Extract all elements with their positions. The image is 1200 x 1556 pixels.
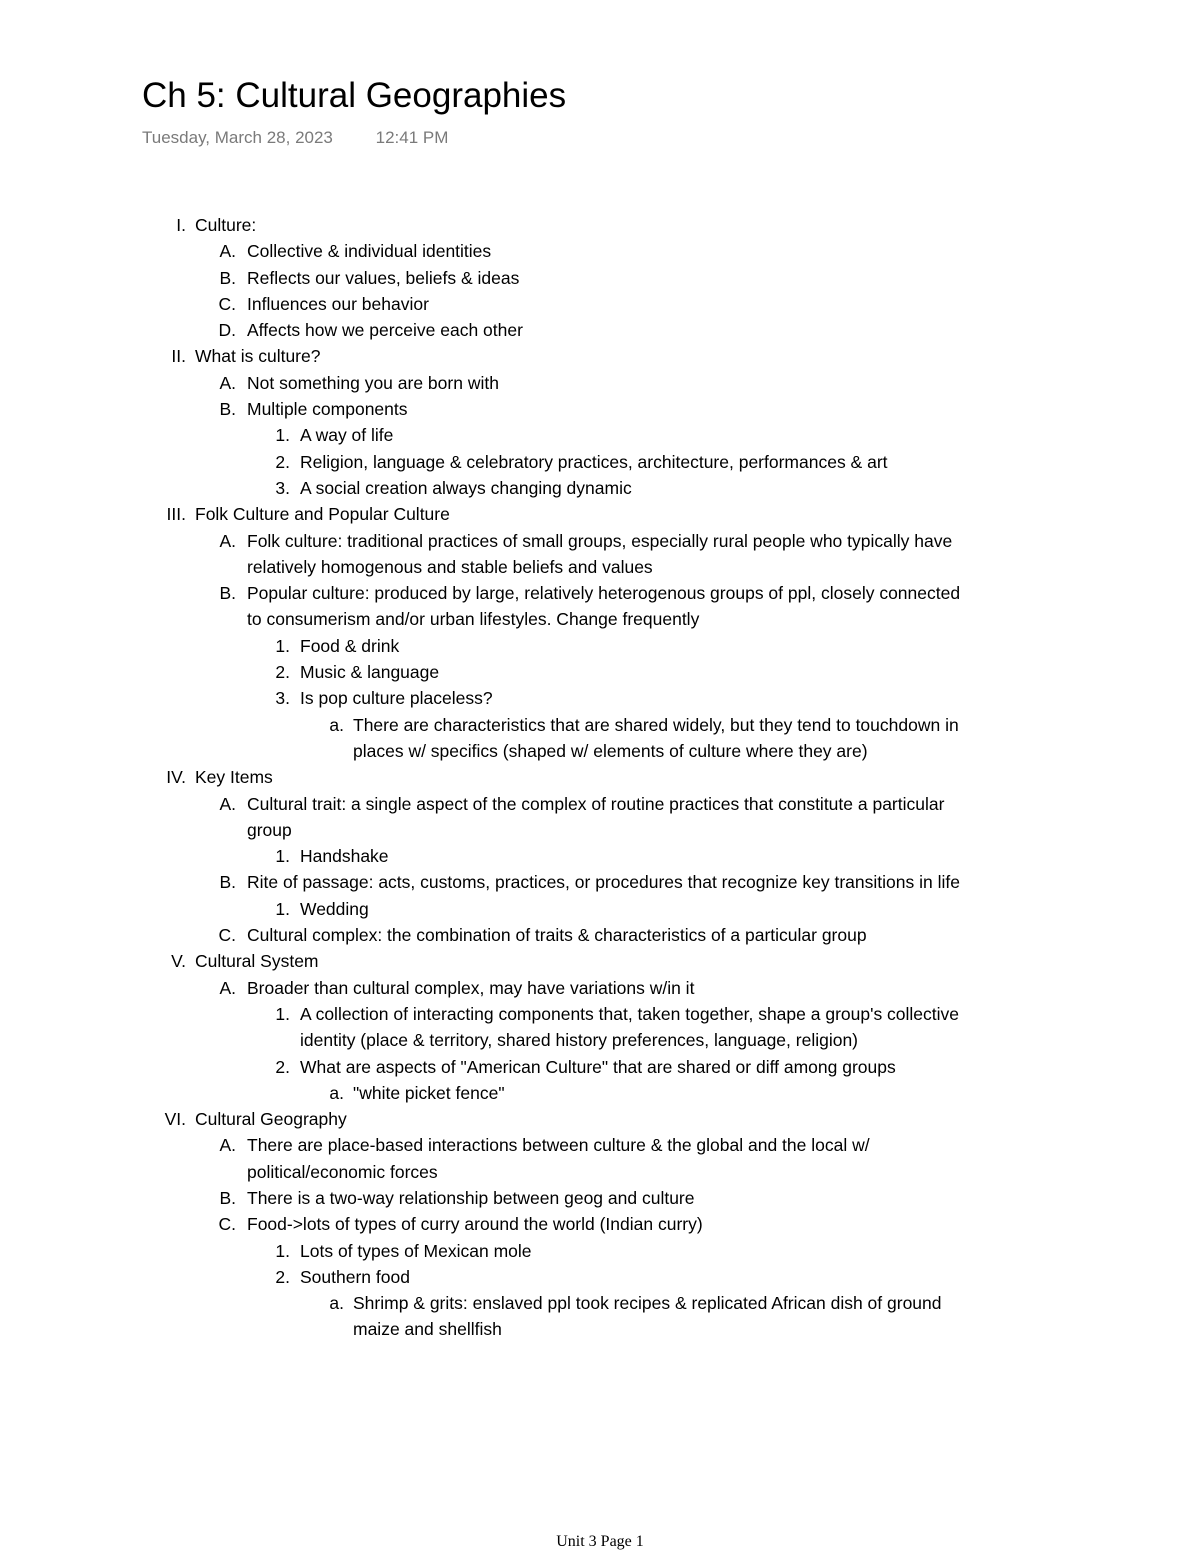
outline-marker: I. <box>176 215 186 235</box>
outline-marker: III. <box>166 504 186 525</box>
outline-item-continuation <box>0 1159 1200 1185</box>
outline-item-continuation <box>0 1316 1200 1342</box>
outline-text: A way of life <box>300 425 394 446</box>
outline-item-continuation <box>0 817 1200 843</box>
outline-marker: V. <box>171 951 186 972</box>
outline-text: "white picket fence" <box>353 1082 505 1103</box>
outline-item <box>0 712 1200 738</box>
outline-marker: A. <box>219 530 236 551</box>
outline-text: Multiple components <box>247 399 408 420</box>
outline-marker: 3. <box>275 477 290 498</box>
outline-marker: B. <box>219 399 236 420</box>
outline-text: Broader than cultural complex, may have variations w/in it <box>247 977 695 998</box>
outline-text: Culture: <box>195 215 257 235</box>
note-time: 12:41 PM <box>375 128 449 147</box>
outline-item <box>0 922 1200 948</box>
outline-item <box>0 528 1200 554</box>
outline-marker: 3. <box>275 688 290 709</box>
outline-marker: A. <box>219 372 236 393</box>
outline-marker: 2. <box>275 451 290 472</box>
outline-marker: B. <box>219 583 236 604</box>
outline-marker: A. <box>219 977 236 998</box>
outline-item <box>0 948 1200 974</box>
outline-item <box>0 291 1200 317</box>
outline-item <box>0 659 1200 685</box>
outline-item <box>0 1211 1200 1237</box>
outline-text: A collection of interacting components that, taken together, shape a group's collective <box>300 1003 960 1024</box>
outline-item <box>0 1106 1200 1132</box>
outline-marker: IV. <box>166 767 186 788</box>
outline-text: Key Items <box>195 767 273 788</box>
outline-marker: B. <box>219 267 236 288</box>
outline-marker: II. <box>171 346 186 367</box>
outline-item <box>0 896 1200 922</box>
outline-item <box>0 501 1200 527</box>
outline-item <box>0 422 1200 448</box>
outline-item-continuation <box>0 554 1200 580</box>
outline-marker: VI. <box>164 1109 186 1130</box>
outline-item <box>0 238 1200 264</box>
outline-text: Is pop culture placeless? <box>300 688 493 709</box>
outline-text: Shrimp & grits: enslaved ppl took recipes & replicated African dish of ground <box>353 1293 942 1314</box>
outline-text: Music & language <box>300 662 440 683</box>
outline-marker: B. <box>219 1187 236 1208</box>
outline-marker: a. <box>329 1082 344 1103</box>
outline-marker: 1. <box>275 635 290 656</box>
outline-text: Rite of passage: acts, customs, practices, or procedures that recognize key transitions in life <box>247 872 960 893</box>
outline-text: Reflects our values, beliefs & ideas <box>247 267 520 288</box>
outline-text: Folk culture: traditional practices of small groups, especially rural people who typically have <box>247 530 953 551</box>
outline-item <box>0 1054 1200 1080</box>
outline-text: What are aspects of "American Culture" that are shared or diff among groups <box>300 1056 896 1077</box>
outline-item <box>0 343 1200 369</box>
outline-text: relatively homogenous and stable beliefs and values <box>247 556 653 577</box>
outline-marker: D. <box>218 320 236 341</box>
outline-text: Cultural System <box>195 951 319 972</box>
outline-marker: 1. <box>275 846 290 867</box>
outline-text: places w/ specifics (shaped w/ elements of culture where they are) <box>353 740 868 761</box>
outline-item <box>0 317 1200 343</box>
outline-marker: 2. <box>275 1056 290 1077</box>
outline-marker: A. <box>219 241 236 262</box>
outline-marker: 1. <box>275 1003 290 1024</box>
outline-text: Cultural complex: the combination of traits & characteristics of a particular group <box>247 925 867 946</box>
outline-marker: 1. <box>275 1240 290 1261</box>
outline-text: Not something you are born with <box>247 372 499 393</box>
outline-marker: A. <box>219 793 236 814</box>
outline-text: Food & drink <box>300 635 400 656</box>
outline-text: Religion, language & celebratory practices, architecture, performances & art <box>300 451 888 472</box>
outline-item <box>0 1238 1200 1264</box>
outline-text: There is a two-way relationship between geog and culture <box>247 1187 695 1208</box>
outline-item <box>0 1185 1200 1211</box>
outline-marker: 1. <box>275 898 290 919</box>
outline-item-continuation <box>0 606 1200 632</box>
outline-marker: a. <box>329 714 344 735</box>
outline-item <box>0 633 1200 659</box>
outline-text: Affects how we perceive each other <box>247 320 523 341</box>
outline-item <box>0 1290 1200 1316</box>
outline-item <box>0 1264 1200 1290</box>
outline-text: to consumerism and/or urban lifestyles. Change frequently <box>247 609 700 630</box>
outline-marker: 2. <box>275 662 290 683</box>
notes-outline <box>0 212 1200 1343</box>
outline-text: maize and shellfish <box>353 1319 502 1340</box>
outline-marker: C. <box>218 925 236 946</box>
outline-text: Wedding <box>300 898 369 919</box>
outline-marker: A. <box>219 1135 236 1156</box>
note-date: Tuesday, March 28, 2023 <box>142 128 333 147</box>
outline-item <box>0 370 1200 396</box>
outline-item <box>0 869 1200 895</box>
outline-item <box>0 449 1200 475</box>
outline-item <box>0 764 1200 790</box>
outline-item <box>0 975 1200 1001</box>
outline-text: Cultural trait: a single aspect of the complex of routine practices that constitute a particular <box>247 793 945 814</box>
outline-text: A social creation always changing dynamic <box>300 477 632 498</box>
outline-text: Influences our behavior <box>247 293 429 314</box>
outline-item <box>0 212 1200 238</box>
outline-text: Popular culture: produced by large, relatively heterogenous groups of ppl, closely connected <box>247 583 961 604</box>
note-timestamp <box>142 126 448 150</box>
outline-marker: B. <box>219 872 236 893</box>
outline-item <box>0 265 1200 291</box>
outline-item <box>0 843 1200 869</box>
outline-item <box>0 685 1200 711</box>
outline-marker: 1. <box>275 425 290 446</box>
outline-text: identity (place & territory, shared history preferences, language, religion) <box>300 1030 859 1051</box>
outline-item <box>0 396 1200 422</box>
outline-text: Collective & individual identities <box>247 241 492 262</box>
outline-text: Handshake <box>300 846 389 867</box>
outline-text: Cultural Geography <box>195 1109 347 1130</box>
page-title: Ch 5: Cultural Geographies <box>142 76 567 115</box>
outline-item-continuation <box>0 1027 1200 1053</box>
outline-marker: a. <box>329 1293 344 1314</box>
outline-marker: C. <box>218 293 236 314</box>
outline-item <box>0 475 1200 501</box>
outline-marker: C. <box>218 1214 236 1235</box>
outline-marker: 2. <box>275 1266 290 1287</box>
outline-text: There are characteristics that are shared widely, but they tend to touchdown in <box>353 714 959 735</box>
outline-item <box>0 1001 1200 1027</box>
outline-text: Folk Culture and Popular Culture <box>195 504 450 525</box>
outline-text: There are place-based interactions between culture & the global and the local w/ <box>247 1135 870 1156</box>
outline-item <box>0 1132 1200 1158</box>
outline-text: What is culture? <box>195 346 321 367</box>
outline-text: Food->lots of types of curry around the world (Indian curry) <box>247 1214 703 1235</box>
outline-text: group <box>247 819 292 840</box>
outline-item <box>0 1080 1200 1106</box>
page-footer: Unit 3 Page 1 <box>556 1533 644 1550</box>
outline-item <box>0 791 1200 817</box>
outline-text: Lots of types of Mexican mole <box>300 1240 532 1261</box>
outline-text: political/economic forces <box>247 1161 438 1182</box>
outline-text: Southern food <box>300 1266 410 1287</box>
outline-item-continuation <box>0 738 1200 764</box>
outline-item <box>0 580 1200 606</box>
